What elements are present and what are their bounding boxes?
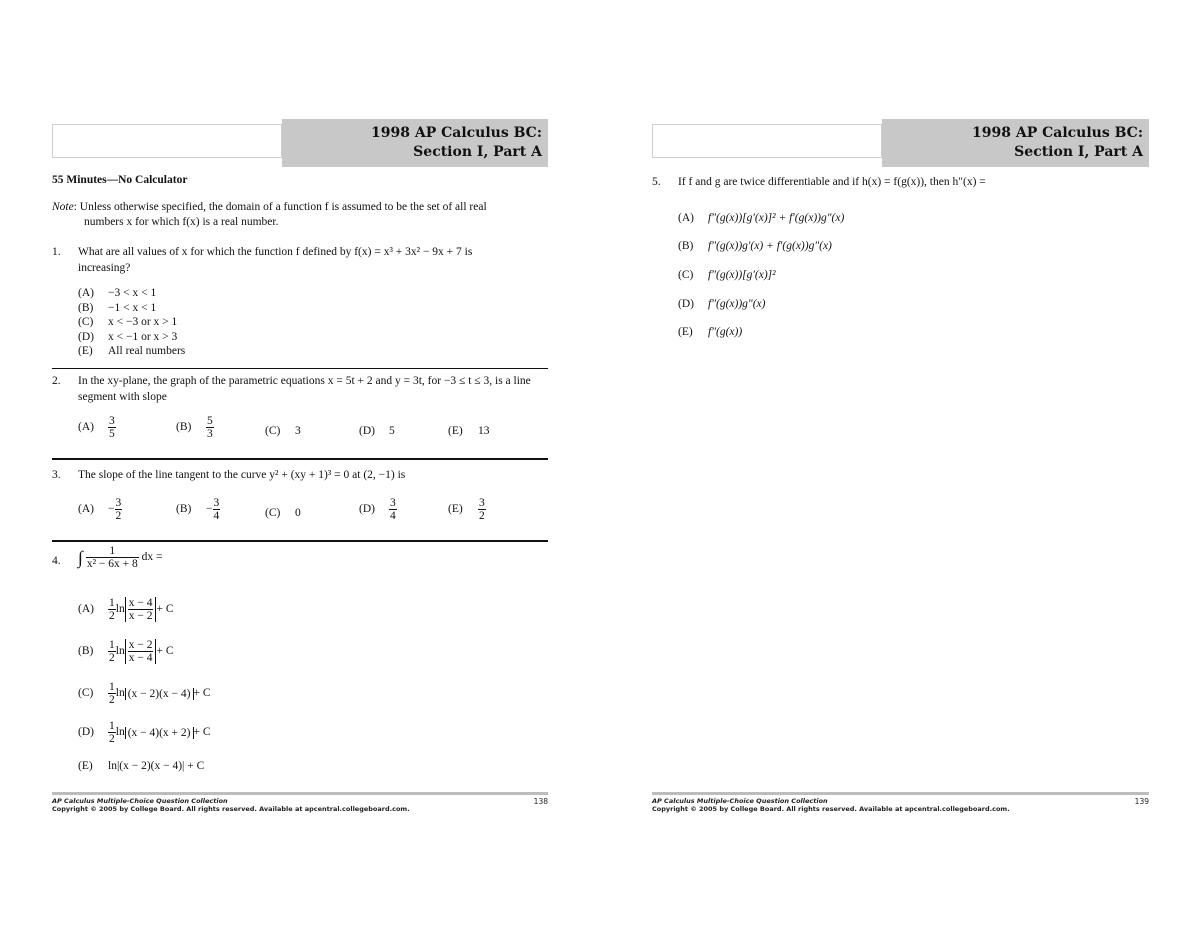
page-title-line1: 1998 AP Calculus BC:: [972, 125, 1143, 141]
page-title-line1: 1998 AP Calculus BC:: [371, 125, 542, 141]
fraction: $\frac{3}{2}$: [479, 497, 485, 522]
stem-line2: increasing?: [78, 262, 131, 274]
choice-e[interactable]: (E) ln|(x − 2)(x − 4)| + C: [78, 760, 205, 772]
choice-e[interactable]: (E) $\frac{3}{2}$: [448, 497, 485, 522]
question-number: 5.: [652, 176, 661, 188]
integral-expression: ∫ $\frac{1}{\text{x² − 6x + 8}}$ dx =: [78, 545, 163, 570]
choice-e[interactable]: (E) 13: [448, 425, 490, 437]
note: [52, 200, 522, 230]
choice-a[interactable]: (A) f″(g(x))[g′(x)]² + f′(g(x))g″(x): [678, 212, 845, 224]
footer-copyright: Copyright © 2005 by College Board. All rights reserved. Available at apcentral.collegeboard.com.: [52, 805, 410, 813]
left-page: [52, 0, 600, 927]
divider: [52, 540, 548, 542]
page-footer: [52, 797, 548, 813]
footer-rule: [652, 792, 1149, 795]
question-3: [52, 467, 548, 535]
question-stem: The slope of the line tangent to the curve y² + (xy + 1)³ = 0 at (2, −1) is: [78, 469, 406, 481]
choice-c[interactable]: (C) $\frac{1}{2}$ ln (x − 2)(x − 4) + C: [78, 681, 211, 706]
question-number: 3.: [52, 469, 61, 481]
question-5: [652, 174, 1148, 344]
choice-d[interactable]: (D) 5: [359, 425, 395, 437]
question-2: [52, 373, 548, 453]
choice-b[interactable]: (B) −1 < x < 1: [78, 301, 157, 314]
question-number: 2.: [52, 375, 61, 387]
divider: [52, 458, 548, 460]
choice-e[interactable]: (E) All real numbers: [78, 345, 186, 357]
header-blank-box: [52, 124, 282, 158]
question-stem: If f and g are twice differentiable and if h(x) = f(g(x)), then h″(x) =: [678, 176, 986, 188]
fraction: $\frac{3}{4}$: [390, 497, 396, 522]
page-number: 139: [1134, 797, 1149, 806]
fraction: $\frac{5}{3}$: [207, 415, 213, 440]
fraction: $\frac{3}{4}$: [213, 497, 220, 522]
divider: [52, 368, 548, 369]
stem-line1: What are all values of x for which the function f defined by f(x) = x³ + 3x² − 9x + 7 is: [78, 246, 473, 258]
footer-title: AP Calculus Multiple-Choice Question Collection: [52, 797, 228, 805]
note-text-line1: : Unless otherwise specified, the domain of a function f is assumed to be the set of all real: [73, 201, 487, 213]
choice-b[interactable]: (B) − $\frac{3}{4}$: [176, 497, 220, 522]
page-number: 138: [533, 797, 548, 806]
page-title: [282, 119, 548, 167]
fraction: $\frac{1}{\text{x² − 6x + 8}}$: [86, 545, 138, 570]
integral-sign: ∫: [78, 547, 83, 568]
choice-c[interactable]: (C) f″(g(x))[g′(x)]²: [678, 269, 776, 281]
choice-d[interactable]: (D) $\frac{1}{2}$ ln (x − 4)(x + 2) + C: [78, 720, 211, 745]
choice-b[interactable]: (B) f″(g(x))g′(x) + f′(g(x))g″(x): [678, 240, 832, 252]
right-page: [652, 0, 1149, 927]
footer-copyright: Copyright © 2005 by College Board. All rights reserved. Available at apcentral.collegeboard.com.: [652, 805, 1010, 813]
page-footer: [652, 797, 1149, 813]
choice-a[interactable]: (A) $\frac{3}{5}$: [78, 415, 115, 440]
choice-a[interactable]: (A) − $\frac{3}{2}$: [78, 497, 122, 522]
question-number: 1.: [52, 246, 61, 258]
fraction: $\frac{3}{2}$: [115, 497, 122, 522]
choice-c[interactable]: (C) 0: [265, 507, 301, 519]
question-stem: [78, 373, 548, 405]
footer-title: AP Calculus Multiple-Choice Question Collection: [652, 797, 828, 805]
choice-d[interactable]: (D) $\frac{3}{4}$: [359, 497, 396, 522]
choice-d[interactable]: (D) x < −1 or x > 3: [78, 330, 178, 343]
choice-c[interactable]: (C) 3: [265, 425, 301, 437]
question-stem: [78, 244, 548, 276]
section-title: 55 Minutes—No Calculator: [52, 174, 188, 186]
page-title: [882, 119, 1149, 167]
choice-c[interactable]: (C) x < −3 or x > 1: [78, 316, 178, 328]
choice-list: [78, 286, 185, 359]
choice-b[interactable]: (B) $\frac{5}{3}$: [176, 415, 213, 440]
question-1: [52, 244, 548, 359]
choice-e[interactable]: (E) f″(g(x)): [678, 326, 743, 338]
question-4: [52, 545, 548, 785]
footer-rule: [52, 792, 548, 795]
stem-line1: In the xy-plane, the graph of the parametric equations x = 5t + 2 and y = 3t, for −3 ≤ t ≤ 3, is a line: [78, 375, 531, 387]
note-label: Note: [52, 201, 74, 213]
choice-d[interactable]: (D) f″(g(x))g″(x): [678, 298, 766, 310]
stem-line2: segment with slope: [78, 391, 167, 403]
fraction: $\frac{3}{5}$: [109, 415, 115, 440]
question-number: 4.: [52, 555, 61, 567]
choice-a[interactable]: (A) −3 < x < 1: [78, 287, 157, 299]
header-blank-box: [652, 124, 882, 158]
page-title-line2: Section I, Part A: [1014, 144, 1143, 160]
note-text-line2: numbers x for which f(x) is a real number.: [84, 216, 279, 228]
page-title-line2: Section I, Part A: [413, 144, 542, 160]
choice-b[interactable]: (B) $\frac{1}{2}$ ln $\frac{x - 2}{x - 4}$ + C: [78, 639, 174, 664]
choice-a[interactable]: (A) $\frac{1}{2}$ ln $\frac{x - 4}{x - 2}$ + C: [78, 597, 174, 622]
